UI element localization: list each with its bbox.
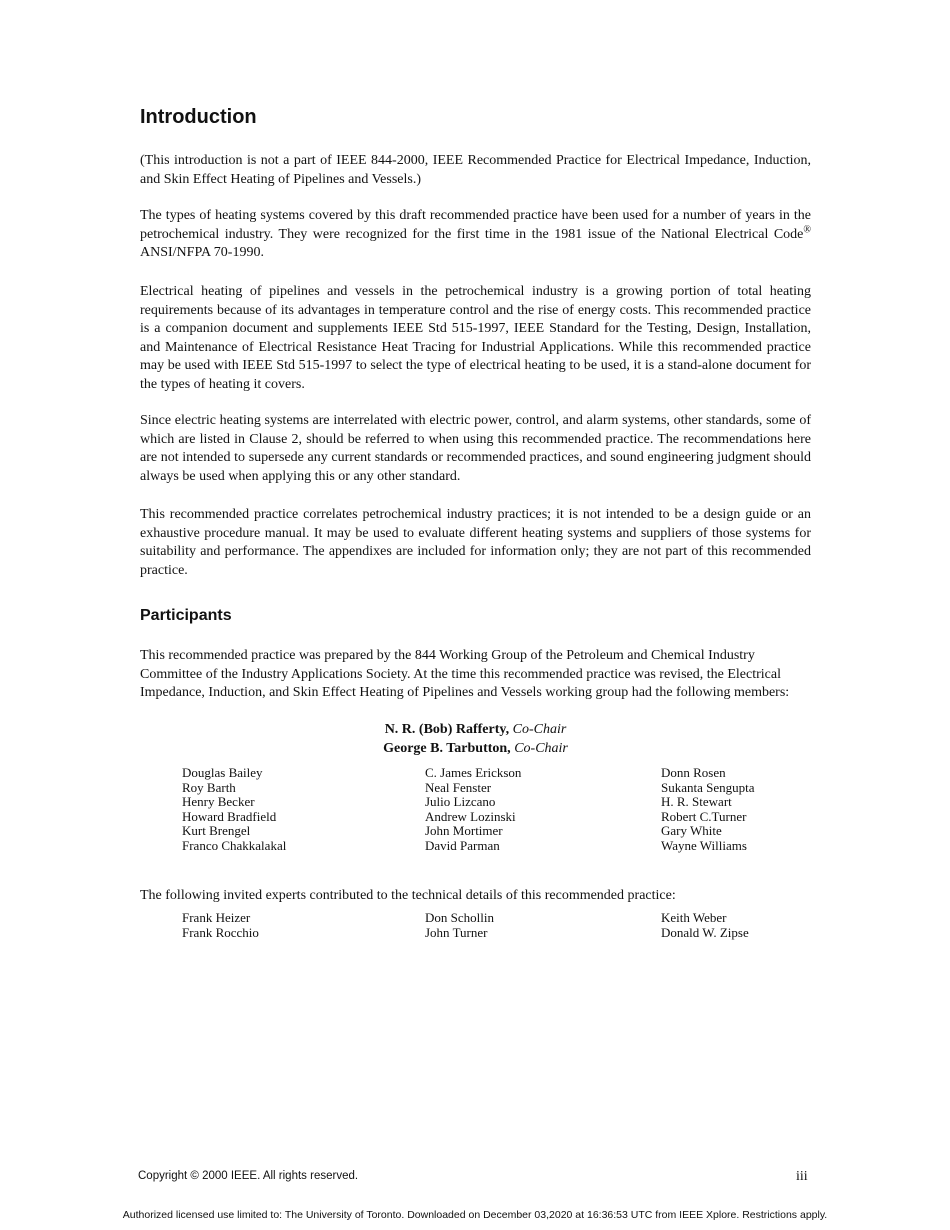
co-chair-2-role: Co-Chair	[514, 741, 568, 756]
co-chairs	[140, 720, 811, 758]
co-chair-2-name: George B. Tarbutton,	[383, 741, 511, 756]
co-chair-1	[140, 720, 811, 739]
member-name: Gary White	[661, 823, 722, 839]
introduction-heading: Introduction	[140, 106, 257, 128]
member-name: Roy Barth	[182, 779, 236, 795]
member-name: Robert C.Turner	[661, 808, 747, 824]
paragraph-1-text: The types of heating systems covered by this draft recommended practice have been used for a number of years in the petrochemical industry. They were recognized for the first time in the 1981 issue of the National Electrical Code	[140, 208, 811, 242]
page-number: iii	[796, 1169, 808, 1184]
experts-intro: The following invited experts contributed to the technical details of this recommended practice:	[140, 888, 676, 903]
members-column-3	[661, 766, 755, 854]
member-name: Sukanta Sengupta	[661, 779, 755, 795]
introduction-paragraph-1	[140, 207, 811, 263]
member-name: Howard Bradfield	[182, 808, 277, 824]
introduction-paragraph-2: Electrical heating of pipelines and vessels in the petrochemical industry is a growing portion of total heating requirements because of its advantages in temperature control and the rise of energy costs. This recommended practice is a companion document and supplements IEEE Std 515-1997, IEEE Standard for the Testing, Design, Installation, and Maintenance of Electrical Resistance Heat Tracing for Industrial Applications. While this recommended practice may be used with IEEE Std 515-1997 to select the type of electrical heating to be used, it is a stand-alone document for the types of heating it covers.	[140, 284, 811, 392]
introduction-paragraph-4: This recommended practice correlates petrochemical industry practices; it is not intended to be a design guide or an exhaustive procedure manual. It may be used to evaluate different heating systems and suppliers of those systems for suitability and performance. The appendixes are included for information only; they are not part of this recommended practice.	[140, 507, 811, 578]
introduction-note: (This introduction is not a part of IEEE 844-2000, IEEE Recommended Practice for Electrical Impedance, Induction, and Skin Effect Heating of Pipelines and Vessels.)	[140, 153, 811, 187]
member-name: Neal Fenster	[425, 779, 492, 795]
expert-name: Donald W. Zipse	[661, 924, 749, 940]
co-chair-2	[140, 739, 811, 758]
expert-name: Frank Rocchio	[182, 924, 259, 940]
member-name: H. R. Stewart	[661, 794, 732, 810]
member-name: C. James Erickson	[425, 765, 522, 780]
experts-column-3	[661, 911, 749, 940]
member-name: Henry Becker	[182, 794, 255, 810]
co-chair-1-name: N. R. (Bob) Rafferty,	[384, 722, 510, 737]
participants-heading: Participants	[140, 607, 232, 624]
member-name: David Parman	[425, 837, 500, 853]
expert-name: Don Schollin	[425, 910, 494, 925]
co-chair-1-role: Co-Chair	[512, 722, 567, 737]
expert-name: Keith Weber	[661, 910, 727, 925]
members-column-1	[182, 766, 286, 854]
member-name: Andrew Lozinski	[425, 808, 516, 824]
expert-name: John Turner	[425, 924, 488, 940]
expert-name: Frank Heizer	[182, 910, 251, 925]
member-name: Franco Chakkalakal	[182, 837, 287, 853]
introduction-paragraph-3: Since electric heating systems are interrelated with electric power, control, and alarm systems, other standards, some of which are listed in Clause 2, should be referred to when using this recommended practice. The recommendations here are not intended to supersede any current standards or recommended practices, and sound engineering judgment should always be used when applying this or any other standard.	[140, 413, 811, 484]
member-name: John Mortimer	[425, 823, 503, 839]
license-notice: Authorized licensed use limited to: The University of Toronto. Downloaded on December 03,2020 at 16:36:53 UTC from IEEE Xplore. Restrictions apply.	[122, 1209, 828, 1221]
copyright-notice: Copyright © 2000 IEEE. All rights reserved.	[138, 1170, 359, 1182]
member-name: Douglas Bailey	[182, 765, 263, 780]
member-name: Kurt Brengel	[182, 823, 251, 839]
member-name: Donn Rosen	[661, 765, 726, 780]
member-name: Wayne Williams	[661, 837, 747, 853]
members-column-2	[425, 766, 521, 854]
participants-intro: This recommended practice was prepared by the 844 Working Group of the Petroleum and Chemical Industry Committee of the Industry Applications Society. At the time this recommended practice was revised, the Electrical Impedance, Induction, and Skin Effect Heating of Pipelines and Vessels working group had the following members:	[140, 648, 790, 700]
member-name: Julio Lizcano	[425, 794, 496, 810]
experts-column-2	[425, 911, 494, 940]
paragraph-1-text-end: ANSI/NFPA 70-1990.	[140, 245, 264, 260]
registered-mark: ®	[803, 223, 811, 235]
experts-column-1	[182, 911, 259, 940]
